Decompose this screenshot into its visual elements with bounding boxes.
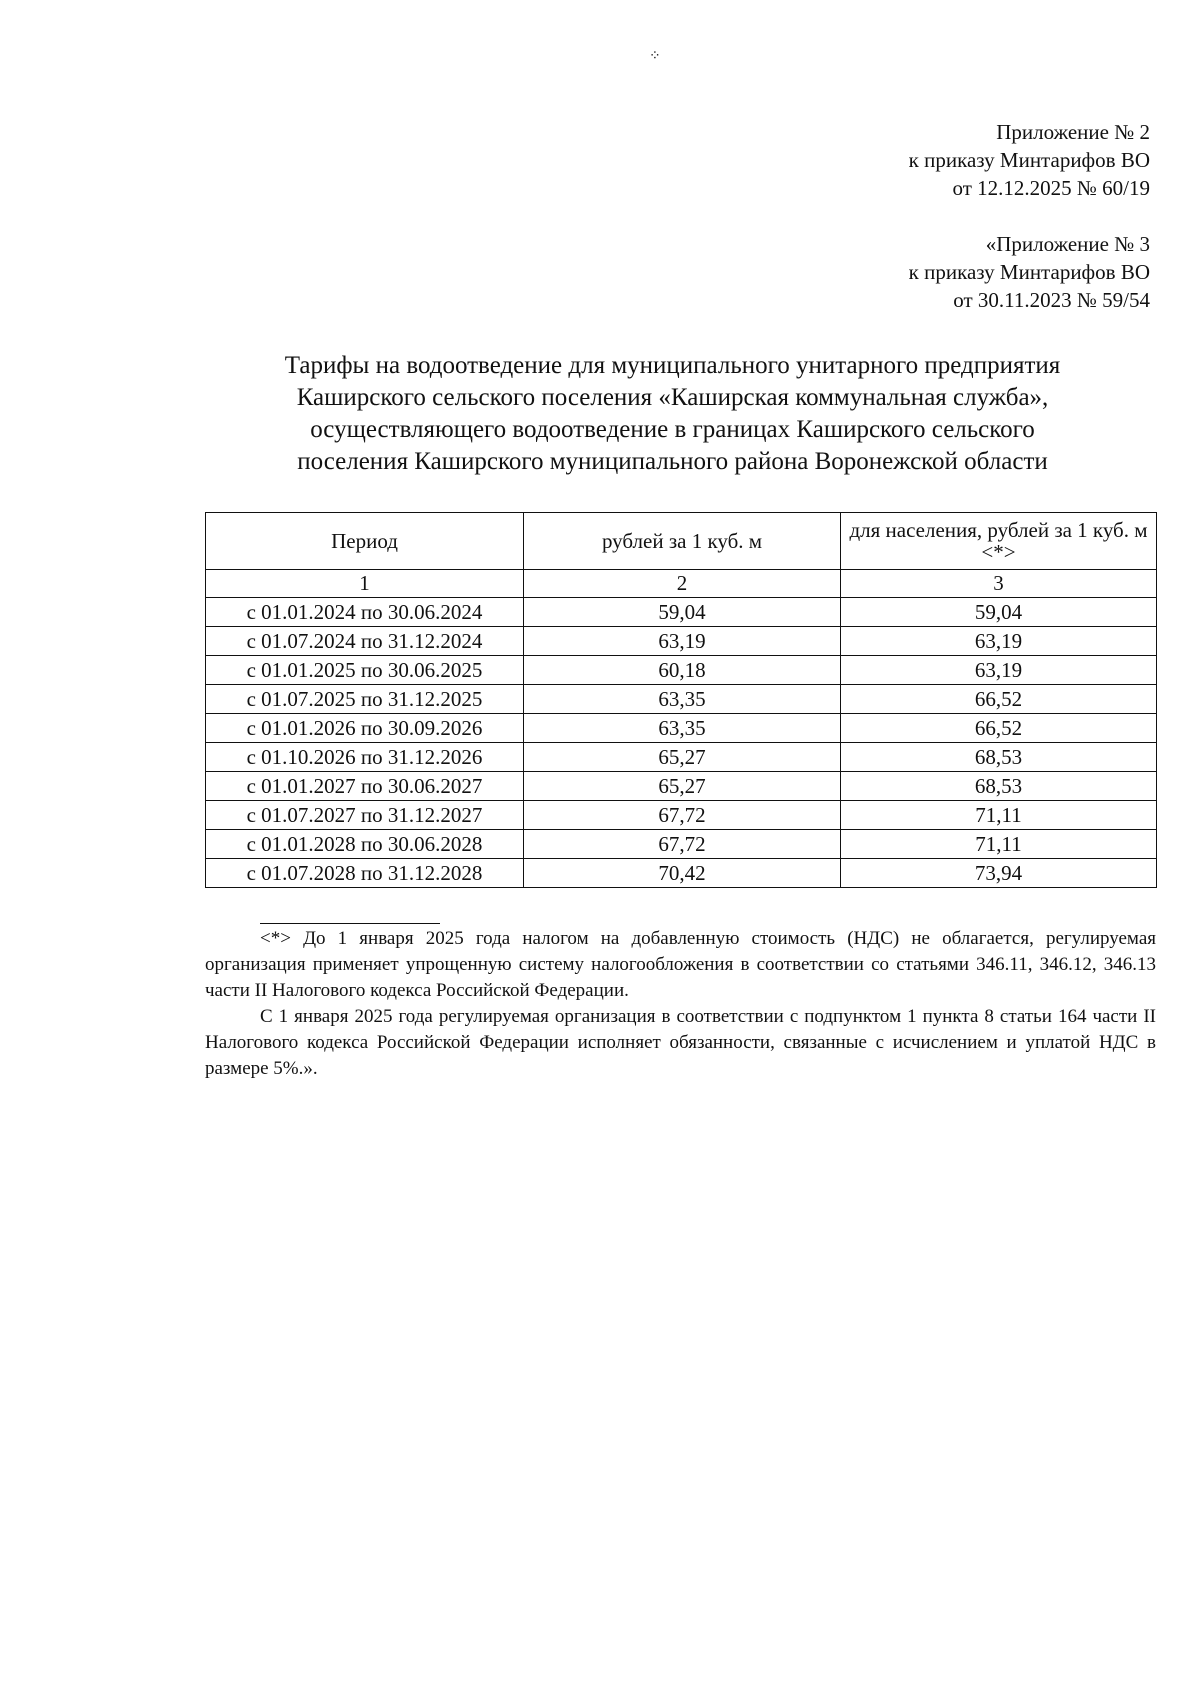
cell-period: с 01.01.2024 по 30.06.2024 xyxy=(206,598,524,627)
document-title xyxy=(190,350,1155,478)
appendix-3-header xyxy=(909,230,1150,314)
table-column-numbers-row xyxy=(206,570,1157,598)
column-number: 2 xyxy=(524,570,841,598)
cell-period: с 01.07.2027 по 31.12.2027 xyxy=(206,801,524,830)
table-row xyxy=(206,859,1157,888)
footnote-paragraph-2: С 1 января 2025 года регулируемая организация в соответствии с подпунктом 1 пункта 8 статьи 164 части II Налогового кодекса Российской Федерации исполняет обязанности, связанные с исчислением и уплатой НДС в размере 5%.». xyxy=(205,1006,1156,1079)
appendix-2-header xyxy=(909,118,1150,202)
footnote-paragraph-1: <*> До 1 января 2025 года налогом на добавленную стоимость (НДС) не облагается, регулируемая организация применяет упрощенную систему налогообложения в соответствии со статьями 346.11, 346.12, 346.13 части II Налогового кодекса Российской Федерации. xyxy=(205,928,1156,1001)
cell-tariff-population: 68,53 xyxy=(841,772,1157,801)
cell-tariff-population: 68,53 xyxy=(841,743,1157,772)
appendix-3-line2: к приказу Минтарифов ВО xyxy=(908,260,1150,284)
footnotes xyxy=(205,926,1156,1082)
appendix-2-line3: от 12.12.2025 № 60/19 xyxy=(952,176,1150,200)
table-row xyxy=(206,598,1157,627)
appendix-3-line1: «Приложение № 3 xyxy=(985,232,1150,256)
title-line1: Тарифы на водоотведение для муниципального унитарного предприятия xyxy=(284,352,1061,379)
column-number: 1 xyxy=(206,570,524,598)
table-row xyxy=(206,743,1157,772)
page-mark: ⁘ xyxy=(649,49,661,64)
cell-tariff: 63,19 xyxy=(524,627,841,656)
column-number: 3 xyxy=(841,570,1157,598)
cell-tariff: 59,04 xyxy=(524,598,841,627)
cell-tariff-population: 73,94 xyxy=(841,859,1157,888)
header-tariff-population: для населения, рублей за 1 куб. м <*> xyxy=(841,513,1157,570)
cell-period: с 01.07.2028 по 31.12.2028 xyxy=(206,859,524,888)
header-tariff: рублей за 1 куб. м xyxy=(524,513,841,570)
cell-tariff: 60,18 xyxy=(524,656,841,685)
cell-tariff: 65,27 xyxy=(524,743,841,772)
cell-tariff: 70,42 xyxy=(524,859,841,888)
cell-period: с 01.01.2028 по 30.06.2028 xyxy=(206,830,524,859)
table-header-row xyxy=(206,513,1157,570)
cell-tariff-population: 59,04 xyxy=(841,598,1157,627)
cell-tariff-population: 63,19 xyxy=(841,656,1157,685)
cell-period: с 01.07.2024 по 31.12.2024 xyxy=(206,627,524,656)
table-row xyxy=(206,801,1157,830)
footnote-divider xyxy=(260,923,440,924)
cell-tariff: 63,35 xyxy=(524,685,841,714)
cell-tariff-population: 71,11 xyxy=(841,830,1157,859)
cell-period: с 01.01.2026 по 30.09.2026 xyxy=(206,714,524,743)
appendix-2-line1: Приложение № 2 xyxy=(996,120,1150,144)
cell-period: с 01.07.2025 по 31.12.2025 xyxy=(206,685,524,714)
title-line3: осуществляющего водоотведение в границах Каширского сельского xyxy=(310,416,1035,443)
header-period: Период xyxy=(206,513,524,570)
cell-period: с 01.01.2025 по 30.06.2025 xyxy=(206,656,524,685)
table-row xyxy=(206,685,1157,714)
cell-tariff-population: 66,52 xyxy=(841,685,1157,714)
title-line2: Каширского сельского поселения «Каширская коммунальная служба», xyxy=(296,384,1049,411)
cell-tariff-population: 71,11 xyxy=(841,801,1157,830)
cell-period: с 01.10.2026 по 31.12.2026 xyxy=(206,743,524,772)
appendix-2-line2: к приказу Минтарифов ВО xyxy=(908,148,1150,172)
cell-tariff-population: 66,52 xyxy=(841,714,1157,743)
cell-tariff-population: 63,19 xyxy=(841,627,1157,656)
table-row xyxy=(206,772,1157,801)
cell-tariff: 65,27 xyxy=(524,772,841,801)
cell-tariff: 67,72 xyxy=(524,830,841,859)
table-row xyxy=(206,714,1157,743)
cell-tariff: 67,72 xyxy=(524,801,841,830)
table-row xyxy=(206,656,1157,685)
table-row xyxy=(206,627,1157,656)
tariffs-table xyxy=(205,512,1157,888)
appendix-3-line3: от 30.11.2023 № 59/54 xyxy=(953,288,1150,312)
title-line4: поселения Каширского муниципального района Воронежской области xyxy=(297,448,1048,475)
cell-tariff: 63,35 xyxy=(524,714,841,743)
table-row xyxy=(206,830,1157,859)
cell-period: с 01.01.2027 по 30.06.2027 xyxy=(206,772,524,801)
